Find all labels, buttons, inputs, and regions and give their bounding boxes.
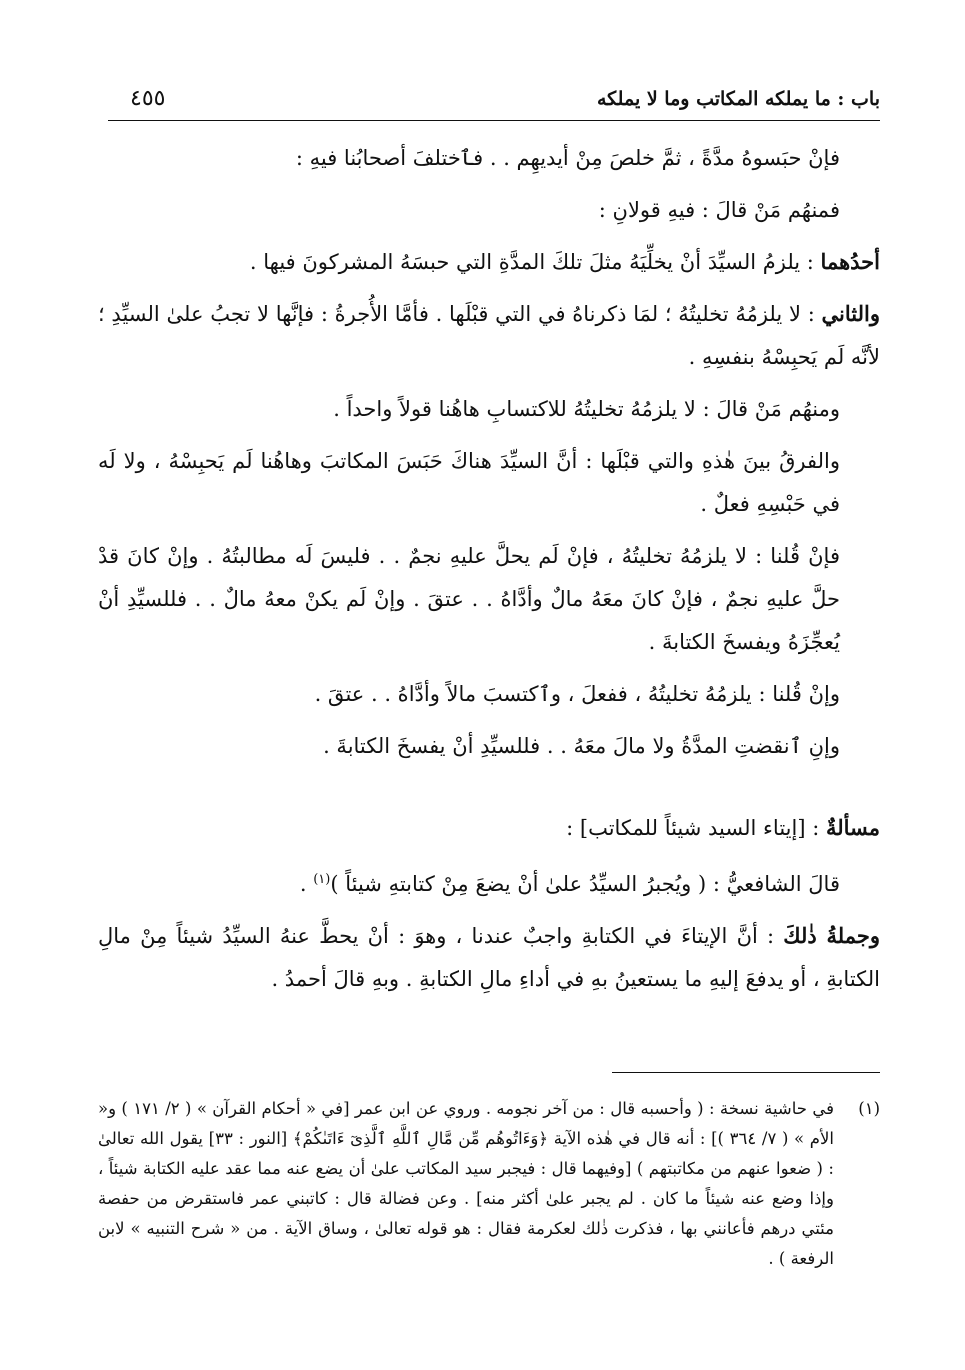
footnote-divider: [612, 1072, 880, 1073]
paragraph-text: فإنْ حبَسوهُ مدَّةً ، ثمَّ خلصَ مِنْ أيديهِم . . فٱختلفَ أصحابُنا فيهِ :: [295, 146, 840, 170]
paragraph-tail: .: [299, 872, 314, 896]
paragraph-text: : يلزمُ السيِّدَ أنْ يخلِّيَهُ مثلَ تلكَ المدَّةِ التي حبسَهُ المشركونَ فيها .: [249, 250, 821, 274]
paragraph: [98, 387, 880, 431]
footnote-marker: (١): [313, 872, 331, 887]
section-spacer: [98, 776, 880, 806]
running-header: [108, 84, 880, 121]
masala-heading: [98, 806, 880, 850]
paragraph: [98, 292, 880, 379]
paragraph-text: فمنهُم مَنْ قالَ : فيهِ قولانِ :: [598, 198, 840, 222]
paragraph-text: والفرقُ بينَ هٰذهِ والتي قبْلَها : أنَّ السيِّدَ هناكَ حَبَسَ المكاتبَ وهاهُنا لَم يَحبِسْهُ ، ولا لَه في حَبْسِهِ فعلٌ .: [98, 449, 840, 516]
footnote-text: في حاشية نسخة : ( وأحسبه قال : من آخر نجومه . وروي عن ابن عمر [في « أحكام القرآن » ( ٢/ ١٧١ ) و« الأم » ( ٧/ ٣٦٤ )] : أنه قال في هٰذه الآية ﴿وَءَاتُوهُم مِّن مَّالِ ٱللَّهِ ٱلَّذِىٓ ءَاتَىٰكُمْ﴾ [النور : ٣٣] يقول الله تعالىٰ : ( ضعوا عنهم من مكاتبتهم ) [وفيهما قال : فيجبر سيد المكاتب علىٰ أن يضع عنه مما عقد عليه الكتابة شيئاً ، وإذا وضع عنه شيئاً ما كان . لم يجبر علىٰ أكثر منه] . وعن فضالة قال : كاتبني عمر فاستقرض من حفصة مئتي درهم فأعانني بها ، فذكرت ذٰلك لعكرمة فقال : هو قوله تعالىٰ ، وساق الآية . من « شرح التنبيه » لابن الرفعة ) .: [98, 1099, 834, 1268]
paragraph: [98, 534, 880, 664]
paragraph-text: : أنَّ الإيتاءَ في الكتابةِ واجبٌ عندنا ، وهوَ : أنْ يحطَّ عنهُ السيِّدُ شيئاً مِنْ مالِ الكتابةِ ، أو يدفعَ إليهِ ما يستعينُ بهِ في أداءِ مالِ الكتابةِ . وبهِ قالَ أحمدُ .: [98, 924, 880, 991]
footnote-section: [98, 1094, 880, 1274]
paragraph: [98, 240, 880, 284]
paragraph: [98, 439, 880, 526]
paragraph-text: وإنْ قُلنا : يلزمُهُ تخليتُهُ ، ففعلَ ، وٱكتسبَ مالاً وأدَّاهُ . . عتقَ .: [314, 682, 840, 706]
paragraph-text: فإنْ قُلنا : لا يلزمُهُ تخليتُهُ ، فإنْ لَم يحلَّ عليهِ نجمٌ . . فليسَ لَه مطالبتُهُ . وإنْ كانَ قدْ حلَّ عليهِ نجمٌ ، فإنْ كانَ معَهُ مالٌ وأدَّاهُ . . عتقَ . وإنْ لَم يكنْ معهُ مالٌ . . فللسيِّدِ أنْ يُعجِّزَهُ ويفسخَ الكتابةَ .: [98, 544, 840, 654]
paragraph: [98, 136, 880, 180]
paragraph-text: ومنهُم مَنْ قالَ : لا يلزمُهُ تخليتُهُ للاكتسابِ هاهُنا قولاً واحداً .: [333, 397, 840, 421]
chapter-title: باب : ما يملكه المكاتب وما لا يملكه: [597, 88, 880, 110]
page-number: ٤٥٥: [130, 86, 166, 111]
paragraph-text: وإنِ ٱنقضتِ المدَّةُ ولا مالَ معَهُ . . فللسيِّدِ أنْ يفسخَ الكتابةَ .: [323, 734, 840, 758]
paragraph-lead: والثاني: [821, 301, 880, 326]
paragraph: [98, 724, 880, 768]
paragraph: [98, 914, 880, 1001]
paragraph-text: قالَ الشافعيُّ : ( ويُجبرُ السيِّدُ علىٰ أنْ يضعَ مِنْ كتابتهِ شيئاً ): [330, 872, 840, 896]
paragraph: [98, 672, 880, 716]
paragraph: [98, 188, 880, 232]
footnote-number: (١): [858, 1099, 880, 1118]
paragraph-lead: وجملةُ ذٰلكَ: [783, 923, 880, 948]
paragraph-text: : لا يلزمُهُ تخليتُهُ ؛ لمَا ذكرناهُ في التي قبْلَها . فأمَّا الأُجرةُ : فإنَّها لا تجبُ علىٰ السيِّدِ ؛ لأنَّه لَم يَحبِسْهُ بنفسِهِ .: [98, 302, 880, 369]
masala-title: : [إيتاء السيد شيئاً للمكاتب] :: [566, 816, 826, 840]
paragraph: [98, 858, 880, 906]
masala-label: مسألةٌ: [825, 815, 880, 840]
main-text: [98, 136, 880, 1009]
paragraph-lead: أحدُهما: [820, 249, 880, 274]
